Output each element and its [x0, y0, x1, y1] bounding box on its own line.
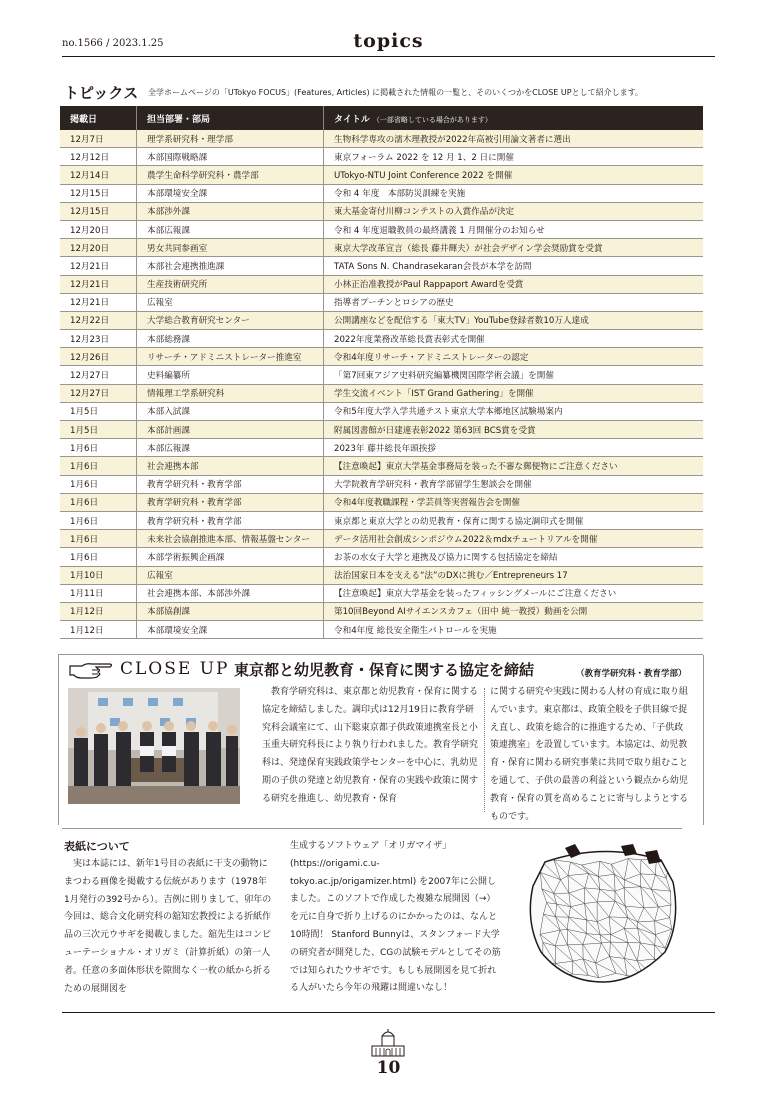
date-cell: 1月6日 — [60, 548, 137, 566]
dept-cell: 男女共同参画室 — [137, 239, 324, 257]
cover-body-column-1: 実は本誌には、新年1号目の表紙に干支の動物にまつわる画像を掲載する伝統があります（1978年1月発行の392号から）。吉例に則りまして、卯年の今回は、総合文化研究科の舘知宏教授による折紙作品の三次元ウサギを掲載しました。舘先生はコンピューテーショナル・オリガミ（計算折紙）の第一人者。任意の多面体形状を隙間なく一枚の紙から折るための展開図を — [64, 859, 272, 994]
date-cell: 12月14日 — [60, 166, 137, 184]
date-cell: 1月5日 — [60, 402, 137, 420]
column-header-dept: 担当部署・部局 — [137, 106, 324, 130]
table-row — [60, 239, 703, 257]
signing-ceremony-photo — [68, 688, 240, 804]
date-cell: 12月21日 — [60, 275, 137, 293]
title-cell: お茶の水女子大学と連携及び協力に関する包括協定を締結 — [324, 548, 704, 566]
table-row — [60, 602, 703, 620]
closeup-left-border — [58, 655, 59, 825]
dept-cell: 本部環境安全課 — [137, 621, 324, 639]
table-row — [60, 457, 703, 475]
date-cell: 1月12日 — [60, 602, 137, 620]
dept-cell: 本部広報課 — [137, 439, 324, 457]
title-cell: 令和 4 年度退職教員の最終講義 1 月開催分のお知らせ — [324, 220, 704, 238]
closeup-body-column-1: 教育学研究科は、東京都と幼児教育・保育に関する協定を締結しました。調印式は12月19日に教育学研究科会議室にて、山下聡東京都子供政策連携室長と小玉重夫研究科長により執り行われました。教育学研究科は、発達保育実践政策学センターを中心に、乳幼児期の子供の発達と幼児教育・保育の実践や政策に関する研究を推進し、幼児教育・保育 — [262, 687, 479, 804]
table-row — [60, 584, 703, 602]
table-header-row — [60, 106, 703, 130]
date-cell: 1月6日 — [60, 457, 137, 475]
date-cell: 12月27日 — [60, 384, 137, 402]
cover-section-title: 表紙について — [64, 840, 130, 853]
dept-cell: 本部渉外課 — [137, 202, 324, 220]
topics-table — [60, 106, 703, 639]
title-cell: 令和5年度大学入学共通テスト東京大学本郷地区試験場案内 — [324, 402, 704, 420]
table-row — [60, 366, 703, 384]
dept-cell: 広報室 — [137, 566, 324, 584]
dept-cell: 史料編纂所 — [137, 366, 324, 384]
title-cell: 指導者プーチンとロシアの歴史 — [324, 293, 704, 311]
table-row — [60, 621, 703, 639]
footer-divider — [62, 1012, 715, 1013]
title-cell: 東京都と東京大学との幼児教育・保育に関する協定調印式を開催 — [324, 511, 704, 529]
dept-cell: 理学系研究科・理学部 — [137, 130, 324, 148]
dept-cell: 情報理工学系研究科 — [137, 384, 324, 402]
table-row — [60, 548, 703, 566]
column-header-date: 掲載日 — [60, 106, 137, 130]
title-cell: 小林正治准教授がPaul Rappaport Awardを受賞 — [324, 275, 704, 293]
topics-section-title: トピックス — [64, 84, 139, 102]
pointing-hand-icon — [68, 660, 114, 680]
table-row — [60, 257, 703, 275]
table-row — [60, 275, 703, 293]
dept-cell: 本部学術振興企画課 — [137, 548, 324, 566]
table-row — [60, 511, 703, 529]
table-row — [60, 130, 703, 148]
table-row — [60, 166, 703, 184]
dept-cell: 社会連携本部、本部渉外課 — [137, 584, 324, 602]
title-cell: 2022年度業務改革総長賞表彰式を開催 — [324, 330, 704, 348]
column-header-title — [324, 106, 704, 130]
date-cell: 12月15日 — [60, 184, 137, 202]
date-cell: 1月11日 — [60, 584, 137, 602]
issue-number: no.1566 / 2023.1.25 — [62, 38, 164, 49]
origami-crease-pattern-image — [525, 842, 681, 984]
title-cell: 令和4年度リサーチ・アドミニストレーターの認定 — [324, 348, 704, 366]
table-row — [60, 566, 703, 584]
title-cell: 生物科学専攻の濡木理教授が2022年高被引用論文著者に選出 — [324, 130, 704, 148]
header-divider — [62, 56, 715, 57]
title-cell: 令和4年度 総長安全衛生パトロールを実施 — [324, 621, 704, 639]
date-cell: 12月20日 — [60, 220, 137, 238]
dept-cell: 教育学研究科・教育学部 — [137, 493, 324, 511]
title-cell: データ活用社会創成シンポジウム2022＆mdxチュートリアルを開催 — [324, 530, 704, 548]
dept-cell: 広報室 — [137, 293, 324, 311]
date-cell: 12月15日 — [60, 202, 137, 220]
date-cell: 1月6日 — [60, 475, 137, 493]
date-cell: 1月10日 — [60, 566, 137, 584]
title-cell: 東大基金寄付川柳コンテストの入賞作品が決定 — [324, 202, 704, 220]
dept-cell: 本部協創課 — [137, 602, 324, 620]
title-cell: 2023年 藤井総長年頭挨拶 — [324, 439, 704, 457]
dept-cell: 本部総務課 — [137, 330, 324, 348]
table-row — [60, 348, 703, 366]
title-cell: 令和4年度教職課程・学芸員等実習報告会を開催 — [324, 493, 704, 511]
table-row — [60, 421, 703, 439]
dept-cell: 本部社会連携推進課 — [137, 257, 324, 275]
title-cell: 法治国家日本を支える“法”のDXに挑む／Entrepreneurs 17 — [324, 566, 704, 584]
date-cell: 1月6日 — [60, 493, 137, 511]
table-row — [60, 475, 703, 493]
dept-cell: 生産技術研究所 — [137, 275, 324, 293]
column-header-title-label: タイトル — [334, 114, 370, 125]
title-cell: 【注意喚起】東京大学基金事務局を装った不審な郵便物にご注意ください — [324, 457, 704, 475]
topics-section-description: 全学ホームページの「UTokyo FOCUS」(Features, Articles) に掲載された情報の一覧と、そのいくつかをCLOSE UPとして紹介します。 — [148, 88, 643, 97]
title-cell: 東京フォーラム 2022 を 12 月 1、2 日に開催 — [324, 148, 704, 166]
title-cell: 【注意喚起】東京大学基金を装ったフィッシングメールにご注意ください — [324, 584, 704, 602]
date-cell: 12月21日 — [60, 293, 137, 311]
yasuda-auditorium-logo-icon — [368, 1028, 408, 1058]
closeup-column-divider — [484, 688, 485, 812]
title-cell: 第10回Beyond AIサイエンスカフェ（田中 純一教授）動画を公開 — [324, 602, 704, 620]
table-row — [60, 493, 703, 511]
title-cell: TATA Sons N. Chandrasekaran会長が本学を訪問 — [324, 257, 704, 275]
cover-section-divider — [62, 828, 682, 829]
dept-cell: 教育学研究科・教育学部 — [137, 475, 324, 493]
title-cell: 大学院教育学研究科・教育学部留学生懇談会を開催 — [324, 475, 704, 493]
date-cell: 12月7日 — [60, 130, 137, 148]
dept-cell: リサーチ・アドミニストレーター推進室 — [137, 348, 324, 366]
closeup-department: （教育学研究科・教育学部） — [576, 669, 687, 679]
date-cell: 1月6日 — [60, 511, 137, 529]
column-header-note: （一部省略している場合があります） — [372, 115, 492, 124]
table-row — [60, 384, 703, 402]
title-cell: 学生交流イベント「IST Grand Gathering」を開催 — [324, 384, 704, 402]
title-cell: 「第7回東アジア史料研究編纂機関国際学術会議」を開催 — [324, 366, 704, 384]
dept-cell: 農学生命科学研究科・農学部 — [137, 166, 324, 184]
table-row — [60, 311, 703, 329]
date-cell: 12月12日 — [60, 148, 137, 166]
title-cell: 附属図書館が日建連表彰2022 第63回 BCS賞を受賞 — [324, 421, 704, 439]
date-cell: 12月23日 — [60, 330, 137, 348]
title-cell: UTokyo-NTU Joint Conference 2022 を開催 — [324, 166, 704, 184]
title-cell: 東京大学改革宣言（総長 藤井輝夫）が社会デザイン学会奨励賞を受賞 — [324, 239, 704, 257]
date-cell: 12月20日 — [60, 239, 137, 257]
table-row — [60, 402, 703, 420]
table-row — [60, 439, 703, 457]
dept-cell: 本部計画課 — [137, 421, 324, 439]
dept-cell: 本部国際戦略課 — [137, 148, 324, 166]
date-cell: 12月22日 — [60, 311, 137, 329]
page-title: topics — [353, 30, 424, 52]
closeup-right-border — [703, 655, 704, 825]
closeup-headline: 東京都と幼児教育・保育に関する協定を締結 — [234, 661, 535, 679]
table-row — [60, 220, 703, 238]
dept-cell: 未来社会協創推進本部、情報基盤センター — [137, 530, 324, 548]
date-cell: 1月12日 — [60, 621, 137, 639]
closeup-top-border — [58, 654, 703, 655]
table-row — [60, 530, 703, 548]
date-cell: 12月21日 — [60, 257, 137, 275]
table-row — [60, 184, 703, 202]
dept-cell: 本部広報課 — [137, 220, 324, 238]
table-row — [60, 202, 703, 220]
dept-cell: 大学総合教育研究センター — [137, 311, 324, 329]
title-cell: 令和 4 年度 本部防災訓練を実施 — [324, 184, 704, 202]
table-row — [60, 148, 703, 166]
date-cell: 1月6日 — [60, 439, 137, 457]
dept-cell: 社会連携本部 — [137, 457, 324, 475]
table-row — [60, 330, 703, 348]
page-number: 10 — [376, 1058, 401, 1078]
dept-cell: 本部環境安全課 — [137, 184, 324, 202]
topics-table-body — [60, 130, 703, 639]
closeup-label: CLOSE UP — [120, 659, 230, 679]
date-cell: 1月5日 — [60, 421, 137, 439]
closeup-body-column-2: に関する研究や実践に関わる人材の育成に取り組んでいます。東京都は、政策全般を子供目線で捉え直し、政策を総合的に推進するため、「子供政策連携室」を設置しています。本協定は、幼児教育・保育に関わる研究事業に共同で取り組むことを通して、子供の最善の利益という観点から幼児教育・保育の質を高めることに寄与しようとするものです。 — [490, 687, 689, 822]
date-cell: 12月27日 — [60, 366, 137, 384]
dept-cell: 本部入試課 — [137, 402, 324, 420]
cover-body-column-2: 生成するソフトウェア「オリガマイザ」(https://origami.c.u-tokyo.ac.jp/origamizer.html) を2007年に公開しました。このソフトで作成した複雑な展開図（→）を元に自身で折り上げるのにかかったのは、なんと10時間！ Stanford Bunnyは、スタンフォード大学の研究者が開発した、CGの試験モデルとしてその筋では知られたウサギです。もしも展開図を見て折れる人がいたら今年の飛躍は間違いなし！ — [290, 841, 501, 994]
date-cell: 1月6日 — [60, 530, 137, 548]
dept-cell: 教育学研究科・教育学部 — [137, 511, 324, 529]
table-row — [60, 293, 703, 311]
date-cell: 12月26日 — [60, 348, 137, 366]
title-cell: 公開講座などを配信する「東大TV」YouTube登録者数10万人達成 — [324, 311, 704, 329]
